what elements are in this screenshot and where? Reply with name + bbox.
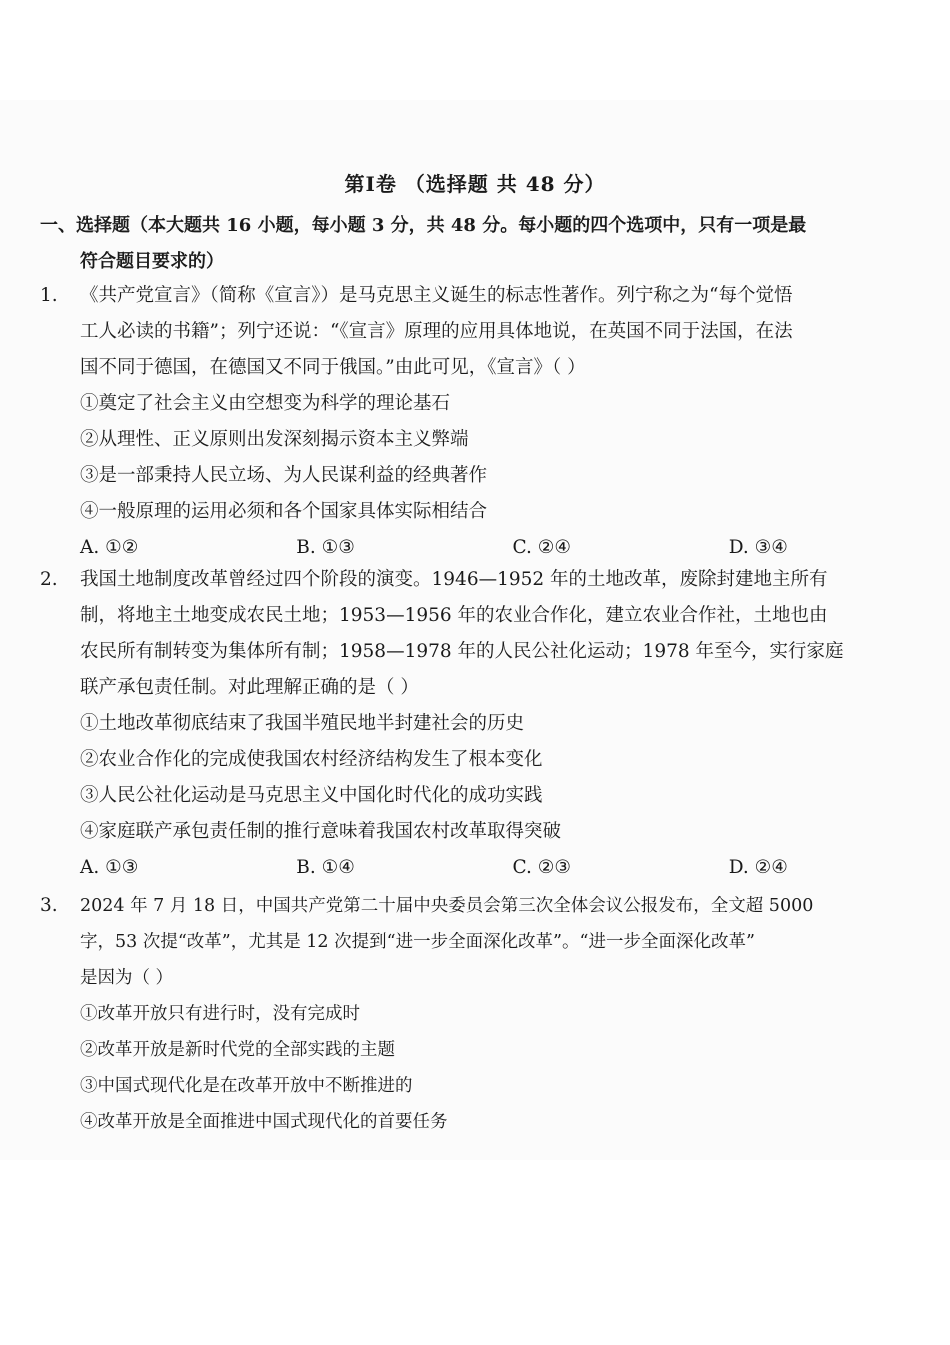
stem-line: 农民所有制转变为集体所有制；1958—1978 年的人民公社化运动；1978 年至今，实行家庭 <box>80 641 844 662</box>
stem-line: 国不同于德国，在德国又不同于俄国。”由此可见，《宣言》（ ） <box>80 357 586 378</box>
answer-choices <box>80 850 945 886</box>
question-stem <box>80 562 945 706</box>
stem-line: 制，将地主土地变成农民土地；1953—1956 年的农业合作化，建立农业合作社，土地也由 <box>80 605 828 626</box>
question-number: 2. <box>40 569 58 590</box>
choice-c[interactable]: C. ②③ <box>512 857 571 878</box>
statement-option: ③人民公社化运动是马克思主义中国化时代化的成功实践 <box>80 785 543 806</box>
section-heading-line-1: 一、选择题（本大题共 16 小题，每小题 3 分，共 48 分。每小题的四个选项中，只有一项是最 <box>40 215 807 236</box>
question-3 <box>40 888 945 1140</box>
choice-c[interactable]: C. ②④ <box>512 537 571 558</box>
choice-b[interactable]: B. ①③ <box>296 537 355 558</box>
statement-option: ②从理性、正义原则出发深刻揭示资本主义弊端 <box>80 429 469 450</box>
statement-option: ④改革开放是全面推进中国式现代化的首要任务 <box>80 1112 448 1132</box>
statement-option: ④一般原理的运用必须和各个国家具体实际相结合 <box>80 501 488 522</box>
section-heading-line-2: 符合题目要求的） <box>80 251 224 272</box>
choice-a[interactable]: A. ①② <box>80 537 139 558</box>
stem-line: 《共产党宣言》（简称《宣言》）是马克思主义诞生的标志性著作。列宁称之为“每个觉悟 <box>80 285 793 306</box>
statement-option: ③是一部秉持人民立场、为人民谋利益的经典著作 <box>80 465 488 486</box>
statement-option: ①改革开放只有进行时，没有完成时 <box>80 1004 360 1024</box>
page-title: 第Ⅰ卷 （选择题 共 48 分） <box>344 172 606 196</box>
statement-option: ②农业合作化的完成使我国农村经济结构发生了根本变化 <box>80 749 543 770</box>
stem-line: 工人必读的书籍”；列宁还说：“《宣言》原理的应用具体地说，在英国不同于法国，在法 <box>80 321 793 342</box>
question-number: 1. <box>40 285 58 306</box>
statement-option: ②改革开放是新时代党的全部实践的主题 <box>80 1040 395 1060</box>
statement-option: ①奠定了社会主义由空想变为科学的理论基石 <box>80 393 451 414</box>
section-heading <box>40 208 945 280</box>
question-number: 3. <box>40 895 58 916</box>
statement-option: ③中国式现代化是在改革开放中不断推进的 <box>80 1076 413 1096</box>
stem-line: 联产承包责任制。对此理解正确的是（ ） <box>80 677 419 698</box>
question-1 <box>40 278 945 566</box>
question-2 <box>40 562 945 886</box>
statement-option: ①土地改革彻底结束了我国半殖民地半封建社会的历史 <box>80 713 525 734</box>
question-stem <box>80 888 945 996</box>
choice-a[interactable]: A. ①③ <box>80 857 139 878</box>
answer-choices <box>80 530 945 566</box>
stem-line: 我国土地制度改革曾经过四个阶段的演变。1946—1952 年的土地改革，废除封建地主所有 <box>80 569 828 590</box>
question-stem <box>80 278 945 386</box>
stem-line: 2024 年 7 月 18 日，中国共产党第二十届中央委员会第三次全体会议公报发布，全文超 5000 <box>80 896 814 916</box>
choice-d[interactable]: D. ②④ <box>728 857 788 878</box>
choice-b[interactable]: B. ①④ <box>296 857 355 878</box>
stem-line: 字，53 次提“改革”，尤其是 12 次提到“进一步全面深化改革”。“进一步全面深化改革” <box>80 932 755 952</box>
statement-option: ④家庭联产承包责任制的推行意味着我国农村改革取得突破 <box>80 821 562 842</box>
choice-d[interactable]: D. ③④ <box>728 537 788 558</box>
stem-line: 是因为（ ） <box>80 968 174 988</box>
